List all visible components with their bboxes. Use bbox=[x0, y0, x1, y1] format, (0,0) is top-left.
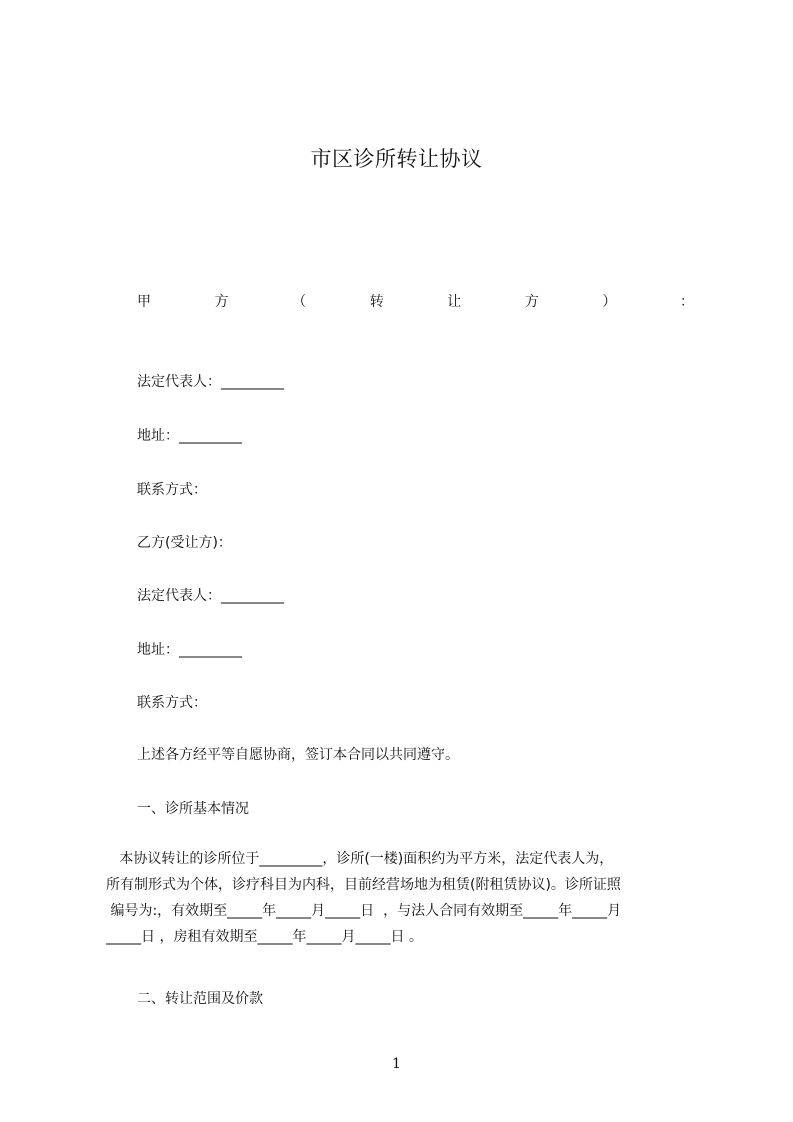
party-b-contact: 联系方式： bbox=[137, 695, 207, 711]
section-2-heading: 二、转让范围及价款 bbox=[137, 991, 263, 1007]
party-b-legal-rep: 法定代表人：_________ bbox=[137, 588, 284, 604]
party-a-heading-char: （ bbox=[292, 294, 307, 310]
party-b-heading: 乙方(受让方)： bbox=[137, 535, 232, 551]
party-a-legal-rep: 法定代表人：_________ bbox=[137, 374, 284, 390]
paragraph-line: 所有制形式为个体，诊疗科目为内科，目前经营场地为租赁(附租赁协议)。诊所证照 bbox=[106, 877, 621, 893]
party-a-heading bbox=[137, 291, 694, 311]
paragraph-line: 编号为:，有效期至_____年_____月_____日 ，与法人合同有效期至_____年_____月 bbox=[106, 903, 622, 919]
section-1-heading: 一、诊所基本情况 bbox=[137, 801, 249, 817]
page-number: 1 bbox=[392, 1056, 401, 1072]
paragraph-line: _____日 ，房租有效期至_____年_____月_____日 。 bbox=[106, 929, 423, 945]
paragraph-line: 本协议转让的诊所位于_________，诊所(一楼)面积约为平方米，法定代表人为， bbox=[106, 851, 614, 867]
party-a-heading-char: 转 bbox=[369, 294, 384, 310]
party-a-heading-char: 甲 bbox=[137, 294, 151, 310]
party-a-heading-char: 方 bbox=[214, 294, 229, 310]
party-a-address: 地址：_________ bbox=[137, 428, 242, 444]
party-b-address: 地址：_________ bbox=[137, 642, 242, 658]
party-a-contact: 联系方式： bbox=[137, 482, 207, 498]
document-title: 市区诊所转让协议 bbox=[310, 147, 483, 171]
party-a-heading-char: ： bbox=[679, 294, 694, 310]
intro-paragraph: 上述各方经平等自愿协商，签订本合同以共同遵守。 bbox=[137, 747, 459, 763]
party-a-heading-char: ） bbox=[602, 294, 617, 310]
party-a-heading-char: 方 bbox=[524, 294, 539, 310]
section-1-paragraph bbox=[106, 846, 700, 950]
party-a-heading-char: 让 bbox=[447, 294, 462, 310]
